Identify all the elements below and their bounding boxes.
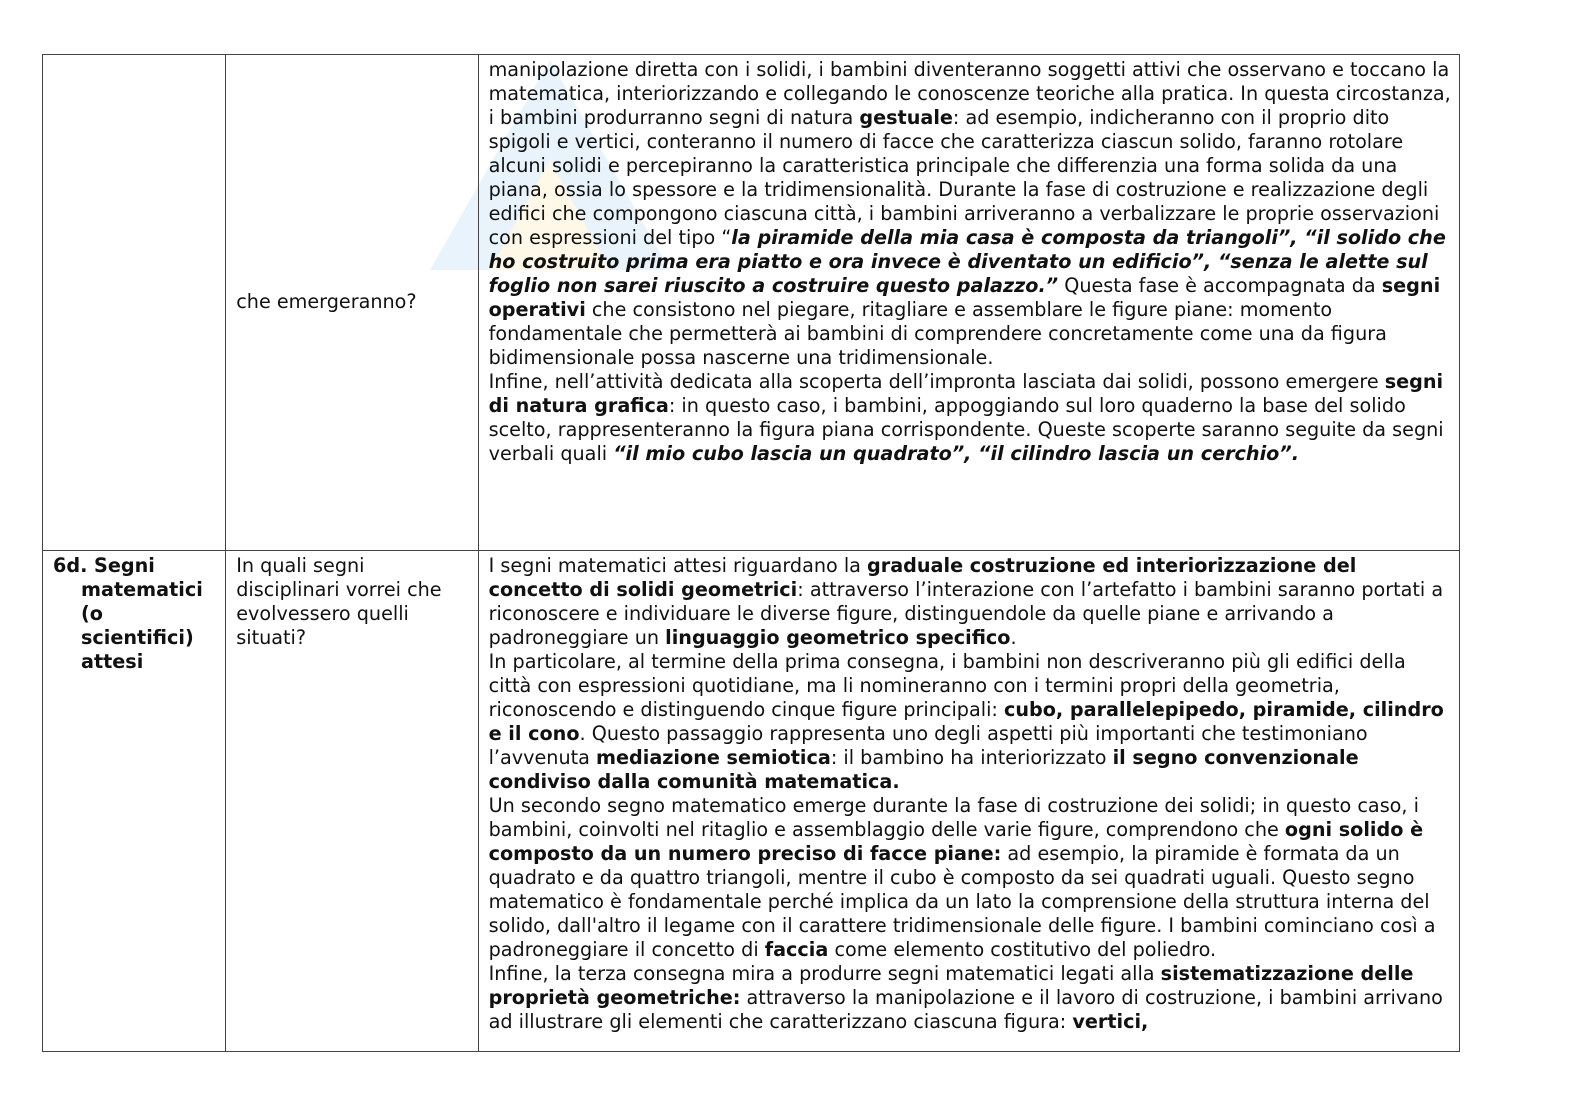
- text-run: : ad esempio, indicheranno con il proprio dito spigoli e vertici, conteranno il numero di facce che caratterizza ciascun solido, faranno rotolare alcuni solidi e percepiranno la caratteristica principale che differenzia una forma solida da una piana, ossia lo spessore e la tridimensionalità. Durante la fase di costruzione e realizzazione degli edifici che compongono ciascuna città, i bambini arriveranno a verbalizzare le proprie osservazioni con espressioni del tipo “: [488, 106, 1440, 249]
- emphasized-text: “il mio cubo lascia un quadrato”, “il cilindro lascia un cerchio”.: [613, 442, 1299, 465]
- text-run: . Questo passaggio rappresenta uno degli aspetti più importanti che testimoniano l’avvenuta: [488, 722, 1368, 769]
- emphasized-text: faccia: [764, 938, 829, 961]
- text-run: .: [1010, 626, 1017, 649]
- label-cell-empty: [43, 55, 226, 551]
- question-cell: [226, 551, 478, 1052]
- emphasized-text: ogni solido è composto da un numero preciso di facce piane:: [488, 818, 1424, 865]
- text-run: : attraverso l’interazione con l’artefatto i bambini saranno portati a riconoscere e individuare le diverse figure, distinguendole da quelle piane e arrivando a padroneggiare un: [488, 578, 1444, 649]
- answer-paragraph: [489, 554, 1451, 650]
- answer-paragraph: [489, 370, 1451, 466]
- text-run: : il bambino ha interiorizzato: [830, 746, 1113, 769]
- emphasized-text: segni di natura grafica: [488, 370, 1444, 417]
- text-run: come elemento costitutivo del poliedro.: [828, 938, 1217, 961]
- label-cell: [43, 551, 226, 1052]
- emphasized-text: linguaggio geometrico specifico: [665, 626, 1011, 649]
- text-run: Un secondo segno matematico emerge durante la fase di costruzione dei solidi; in questo caso, i bambini, coinvolti nel ritaglio e assemblaggio delle varie figure, comprendono che: [488, 794, 1419, 841]
- table-row: [43, 551, 1460, 1052]
- emphasized-text: il segno convenzionale condiviso dalla comunità matematica.: [488, 746, 1359, 793]
- emphasized-text: sistematizzazione delle proprietà geometriche:: [488, 962, 1414, 1009]
- question-cell: [226, 55, 478, 551]
- emphasized-text: segni operativi: [488, 274, 1441, 321]
- text-run: Questa fase è accompagnata da: [1058, 274, 1382, 297]
- text-run: Infine, la terza consegna mira a produrre segni matematici legati alla: [488, 962, 1161, 985]
- answer-cell: [478, 551, 1459, 1052]
- text-run: Infine, nell’attività dedicata alla scoperta dell’impronta lasciata dai solidi, possono emergere: [488, 370, 1385, 393]
- emphasized-text: vertici,: [1072, 1010, 1149, 1033]
- answer-paragraph: [489, 962, 1451, 1034]
- question-text: In quali segni disciplinari vorrei che evolvessero quelli situati?: [236, 554, 442, 649]
- section-label: 6d. Segni matematici (o scientifici) attesi: [53, 554, 203, 673]
- text-run: : in questo caso, i bambini, appoggiando sul loro quaderno la base del solido scelto, rappresenteranno la figura piana corrispondente. Queste scoperte saranno seguite da segni verbali quali: [488, 394, 1444, 465]
- text-run: ad esempio, la piramide è formata da un quadrato e da quattro triangoli, mentre il cubo è composto da sei quadrati uguali. Questo segno matematico è fondamentale perché implica da un lato la comprensione della struttura interna del solido, dall'altro il legame con il carattere tridimensionale delle figure. I bambini cominciano così a padroneggiare il concetto di: [488, 842, 1436, 961]
- answer-cell: [478, 55, 1459, 551]
- emphasized-text: gestuale: [859, 106, 953, 129]
- text-run: attraverso la manipolazione e il lavoro di costruzione, i bambini arrivano ad illustrare gli elementi che caratterizzano ciascuna figura:: [488, 986, 1443, 1033]
- answer-paragraph: [489, 650, 1451, 794]
- text-run: I segni matematici attesi riguardano la: [488, 554, 868, 577]
- answer-paragraph: [489, 58, 1451, 370]
- emphasized-text: cubo, parallelepipedo, piramide, cilindro e il cono: [488, 698, 1444, 745]
- emphasized-text: la piramide della mia casa è composta da triangoli”, “il solido che ho costruito prima era piatto e ora invece è diventato un edificio”, “senza le alette sul foglio non sarei riuscito a costruire questo palazzo.”: [488, 226, 1446, 297]
- table-row: [43, 55, 1460, 551]
- text-run: In particolare, al termine della prima consegna, i bambini non descriveranno più gli edifici della città con espressioni quotidiane, ma li nomineranno con i termini propri della geometria, riconoscendo e distinguendo cinque figure principali:: [488, 650, 1406, 721]
- text-run: che consistono nel piegare, ritagliare e assemblare le figure piane: momento fondamentale che permetterà ai bambini di comprendere concretamente come una da figura bidimensionale possa nascerne una tridimensionale.: [488, 298, 1387, 369]
- emphasized-text: mediazione semiotica: [596, 746, 831, 769]
- document-table: [42, 54, 1460, 1052]
- question-text: che emergeranno?: [236, 290, 417, 313]
- text-run: manipolazione diretta con i solidi, i bambini diventeranno soggetti attivi che osservano e toccano la matematica, interiorizzando e collegando le conoscenze teoriche alla pratica. In questa circostanza, i bambini produrranno segni di natura: [488, 58, 1451, 129]
- emphasized-text: graduale costruzione ed interiorizzazione del concetto di solidi geometrici: [488, 554, 1357, 601]
- answer-paragraph: [489, 794, 1451, 962]
